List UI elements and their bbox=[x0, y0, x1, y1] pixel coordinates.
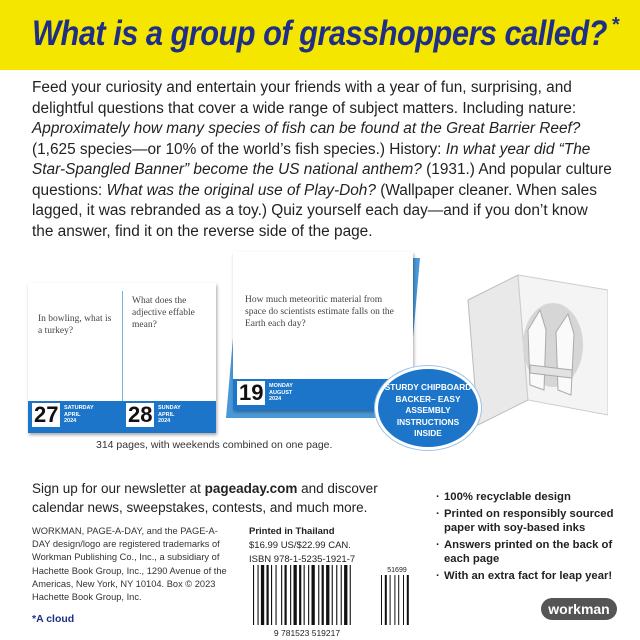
card-question: How much meteoritic material from space do scientists estimate falls on the Earth each day? bbox=[245, 295, 394, 329]
feature-list bbox=[436, 490, 626, 585]
intro-question-anthem: In what year did “The Star-Spangled Banner” become the US national anthem? bbox=[32, 140, 591, 178]
card-divider bbox=[122, 291, 123, 401]
card-date-right: SUNDAY APRIL 2024 bbox=[158, 405, 181, 424]
card-question-right: What does the adjective effable mean? bbox=[132, 296, 195, 330]
barcode bbox=[249, 563, 417, 638]
card-day-left: 27 bbox=[34, 402, 59, 427]
intro-text: (1931.) And popular culture questions: bbox=[32, 161, 612, 199]
newsletter-text: Sign up for our newsletter at pageaday.com and discover calendar news, sweepstakes, contests, and much more. bbox=[32, 481, 378, 515]
calendar-page-weekend bbox=[28, 283, 216, 433]
card-date: MONDAY AUGUST 2024 bbox=[269, 383, 293, 402]
intro-paragraph bbox=[32, 78, 612, 242]
intro-text: Feed your curiosity and entertain your friends with a year of fun, surprising, and delightful questions that cover a wide range of subject matters. Including nature: bbox=[32, 79, 577, 117]
backer-callout-text: STURDY CHIPBOARD BACKER– EASY ASSEMBLY INSTRUCTIONS INSIDE bbox=[384, 382, 472, 438]
card-date-left: SATURDAY APRIL 2024 bbox=[64, 405, 94, 424]
backer-callout-bubble bbox=[375, 366, 481, 450]
card-day: 19 bbox=[239, 380, 264, 405]
website-link[interactable]: pageaday.com bbox=[204, 481, 298, 496]
feature-item: · Answers printed on the back of each page bbox=[436, 538, 626, 567]
feature-item: · Printed on responsibly sourced paper with soy-based inks bbox=[436, 507, 626, 536]
print-info bbox=[249, 525, 355, 567]
feature-item: · 100% recyclable design bbox=[436, 490, 626, 505]
intro-question-playdoh: What was the original use of Play-Doh? bbox=[106, 181, 376, 199]
footnote-answer: *A cloud bbox=[32, 613, 75, 625]
workman-logo: workman bbox=[541, 598, 617, 620]
feature-item: · With an extra fact for leap year! bbox=[436, 569, 626, 584]
price: $16.99 US/$22.99 CAN. bbox=[249, 540, 351, 551]
barcode-addon: 51699 bbox=[387, 567, 407, 574]
intro-text: (Wallpaper cleaner. When sales lagged, it was rebranded as a toy.) Quiz yourself each day—and if you don’t know the answer, find it on the reverse side of the page. bbox=[32, 181, 597, 240]
headline: What is a group of grasshoppers called? bbox=[32, 14, 607, 53]
card-date-bar bbox=[28, 401, 216, 428]
legal-notice: WORKMAN, PAGE-A-DAY, and the PAGE-A-DAY design/logo are registered trademarks of Workman Publishing Co., Inc., a subsidiary of Hachette Book Group, Inc., 1290 Avenue of the Americas, New York, NY 10104. Box © 2023 Hachette Book Group, Inc. bbox=[32, 526, 227, 603]
intro-question-fish: Approximately how many species of fish can be found at the Great Barrier Reef? bbox=[32, 120, 581, 137]
isbn: ISBN 978-1-5235-1921-7 bbox=[249, 554, 356, 565]
card-question-left: In bowling, what is a turkey? bbox=[38, 314, 112, 336]
barcode-number: 9 781523 519217 bbox=[273, 628, 341, 638]
footnote-star: * bbox=[612, 14, 620, 36]
card-day-right: 28 bbox=[128, 402, 153, 427]
pages-caption: 314 pages, with weekends combined on one page. bbox=[96, 439, 333, 451]
printed-in: Printed in Thailand bbox=[249, 526, 335, 537]
intro-text: (1,625 species—or 10% of the world’s fish species.) History: bbox=[32, 140, 446, 158]
header-banner bbox=[0, 0, 640, 70]
